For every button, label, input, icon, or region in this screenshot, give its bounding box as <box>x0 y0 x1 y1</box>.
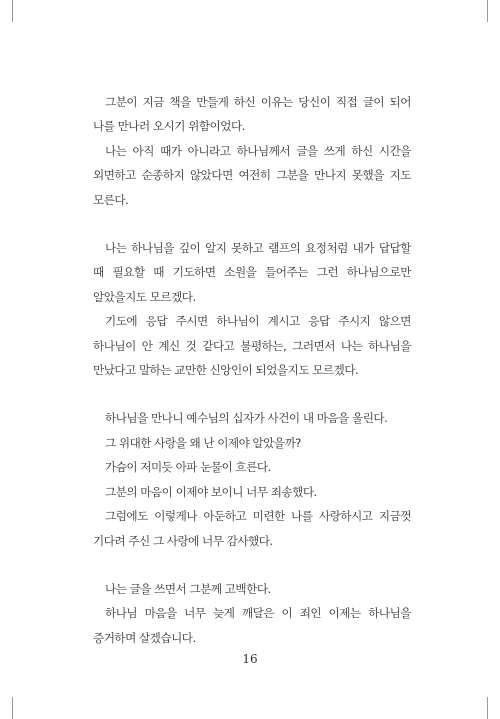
paragraph-7: 가슴이 저미듯 아파 눈물이 흐른다. <box>105 460 271 475</box>
paragraph-4: 기도에 응답 주시면 하나님이 계시고 응답 주시지 않으면 하나님이 안 계신 것 같다고 불평하는, 그러면서 나는 하나님을 만났다고 말하는 교만한 신앙인이 되었을지도 모르겠다. <box>93 314 411 378</box>
paragraph-gap <box>93 382 411 406</box>
crop-mark-top-left <box>12 0 13 22</box>
paragraph-gap <box>93 212 411 236</box>
crop-mark-bottom-left <box>12 697 13 719</box>
paragraph-6: 그 위대한 사랑을 왜 난 이제야 알았을까? <box>105 435 301 450</box>
paragraph-1: 그분이 지금 책을 만들게 하신 이유는 당신이 직접 글이 되어 나를 만나러 오시기 위함이었다. <box>93 95 411 134</box>
paragraph-gap <box>93 553 411 577</box>
paragraph-5: 하나님을 만나니 예수님의 십자가 사건이 내 마음을 울린다. <box>105 411 388 426</box>
crop-mark-bottom-right <box>487 697 488 719</box>
page-number: 16 <box>242 652 258 666</box>
paragraph-3: 나는 하나님을 깊이 알지 못하고 램프의 요정처럼 내가 답답할 때 필요할 때 기도하면 소원을 들어주는 그런 하나님으로만 알았을지도 모르겠다. <box>93 241 411 304</box>
crop-mark-top-right <box>487 0 488 22</box>
paragraph-9: 그럼에도 이렇게나 아둔하고 미련한 나를 사랑하시고 지금껏 기다려 주신 그 사랑에 너무 감사했다. <box>93 509 411 548</box>
body-text <box>93 90 411 650</box>
paragraph-2: 나는 아직 때가 아니라고 하나님께서 글을 쓰게 하신 시간을 외면하고 순종하지 않았다면 여전히 그분을 만나지 못했을 지도 모른다. <box>93 143 411 207</box>
paragraph-11: 하나님 마음을 너무 늦게 깨달은 이 죄인 이제는 하나님을 증거하며 살겠습니다. <box>93 606 411 645</box>
paragraph-8: 그분의 마음이 이제야 보이니 너무 죄송했다. <box>105 484 317 499</box>
paragraph-10: 나는 글을 쓰면서 그분께 고백한다. <box>105 581 271 596</box>
